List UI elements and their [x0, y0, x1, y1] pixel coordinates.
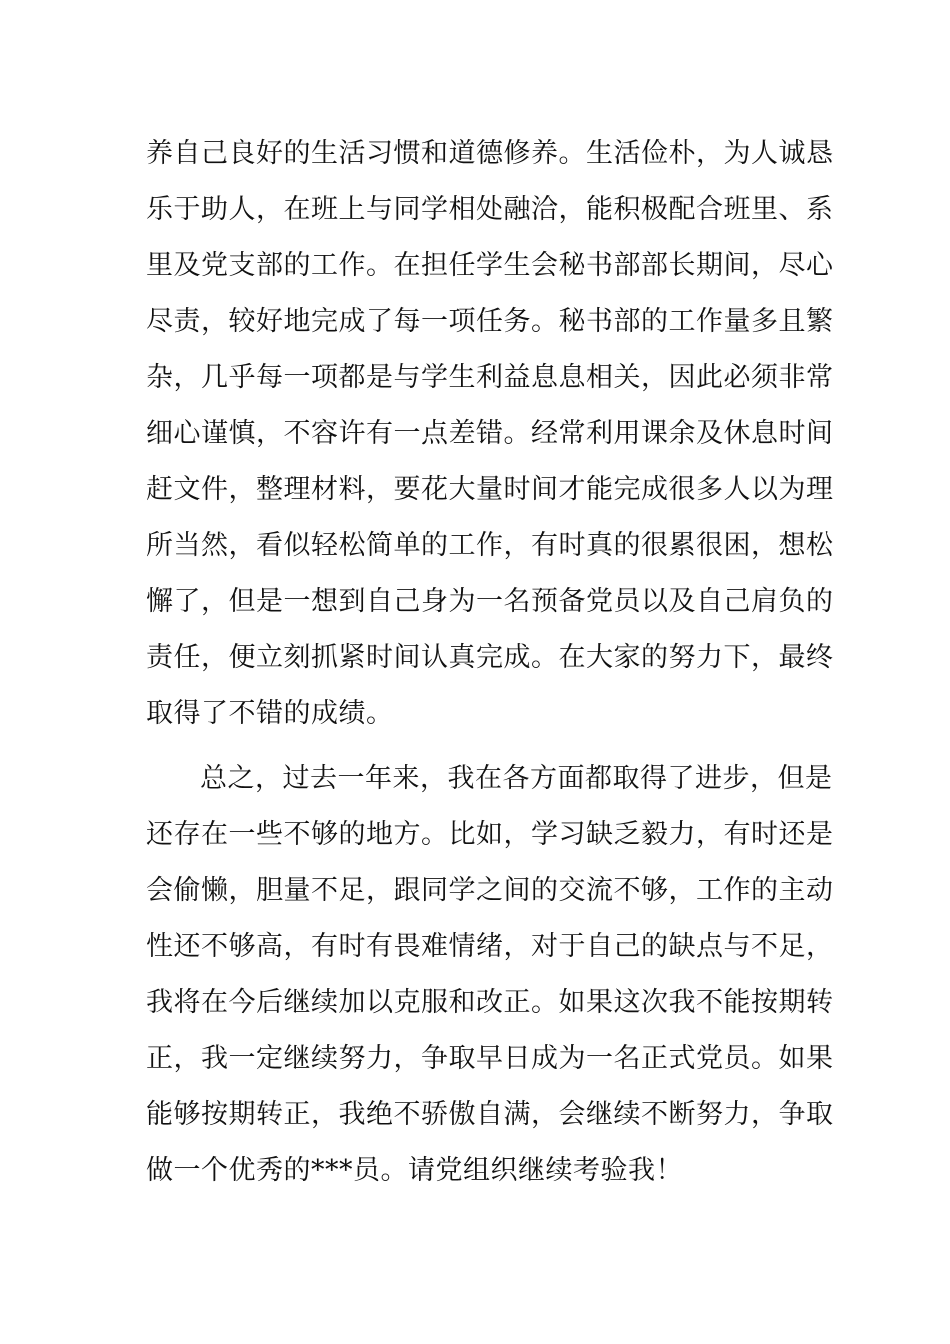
paragraph-line: 能够按期转正，我绝不骄傲自满，会继续不断努力，争取 [146, 1099, 834, 1130]
paragraph-line: 赶文件，整理材料，要花大量时间才能完成很多人以为理 [146, 474, 834, 505]
paragraph-line: 我将在今后继续加以克服和改正。如果这次我不能按期转 [146, 987, 834, 1018]
paragraph-line: 性还不够高，有时有畏难情绪，对于自己的缺点与不足， [146, 931, 834, 962]
paragraph-line: 杂，几乎每一项都是与学生利益息息相关，因此必须非常 [146, 362, 834, 393]
paragraph-first-line: 总之，过去一年来，我在各方面都取得了进步，但是 [200, 763, 833, 794]
paragraph-line: 还存在一些不够的地方。比如，学习缺乏毅力，有时还是 [146, 819, 834, 850]
paragraph-line: 正，我一定继续努力，争取早日成为一名正式党员。如果 [146, 1043, 834, 1074]
paragraph-line: 养自己良好的生活习惯和道德修养。生活俭朴，为人诚恳 [146, 138, 834, 169]
paragraph-line: 所当然，看似轻松简单的工作，有时真的很累很困，想松 [146, 530, 834, 561]
paragraph-line: 里及党支部的工作。在担任学生会秘书部部长期间，尽心 [146, 250, 834, 281]
paragraph-line: 做一个优秀的***员。请党组织继续考验我！ [146, 1155, 683, 1186]
paragraph-line: 责任，便立刻抓紧时间认真完成。在大家的努力下，最终 [146, 642, 834, 673]
paragraph-line: 乐于助人，在班上与同学相处融洽，能积极配合班里、系 [146, 194, 834, 225]
paragraph-line: 懈了，但是一想到自己身为一名预备党员以及自己肩负的 [146, 586, 834, 617]
paragraph-line: 取得了不错的成绩。 [146, 698, 394, 729]
paragraph-line: 尽责，较好地完成了每一项任务。秘书部的工作量多且繁 [146, 306, 834, 337]
paragraph-line: 会偷懒，胆量不足，跟同学之间的交流不够，工作的主动 [146, 875, 834, 906]
paragraph-line: 细心谨慎，不容许有一点差错。经常利用课余及休息时间 [146, 418, 834, 449]
